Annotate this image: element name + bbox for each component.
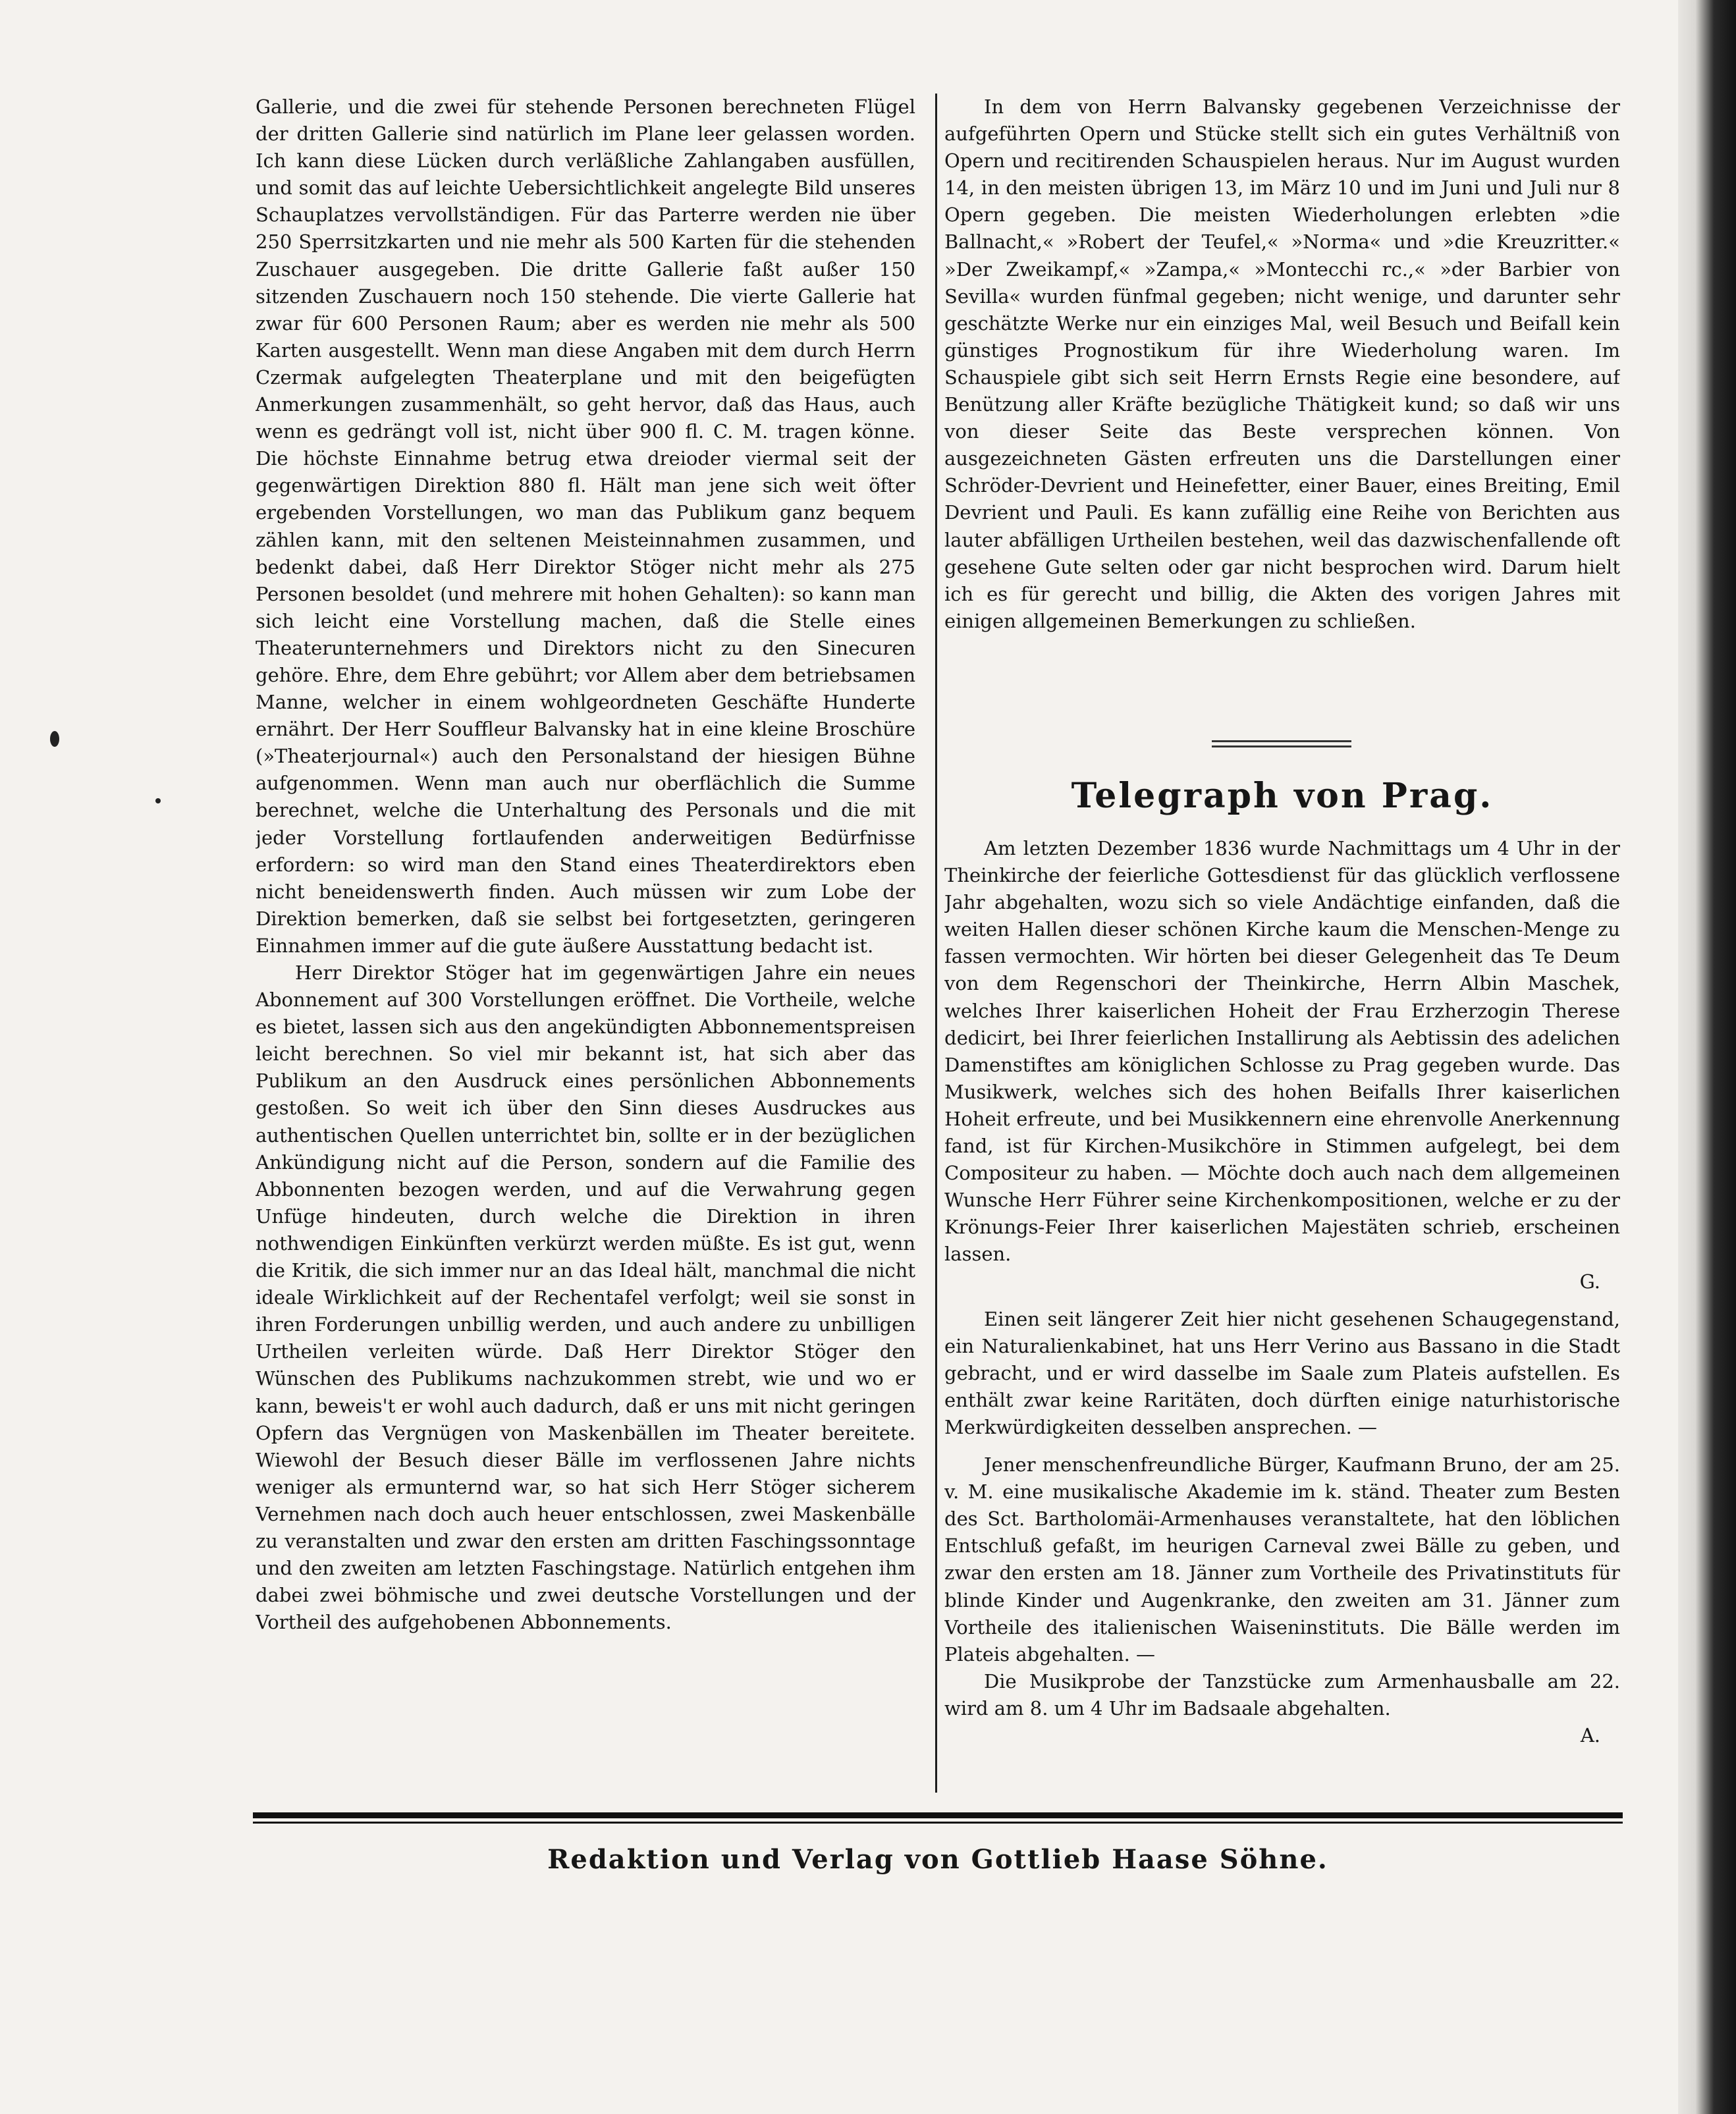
bottom-thick-rule [253,1812,1623,1818]
column-divider [935,94,937,1793]
bottom-thin-rule [253,1822,1623,1824]
telegraph-paragraph-2: Einen seit längerer Zeit hier nicht gesehenen Schaugegenstand, ein Naturalienkabinet, hat uns Herr Verino aus Bassano in die Stadt gebracht, und er wird dasselbe im Saale zum Plateis aufstellen. Es enthält zwar keine Raritäten, doch dürften einige naturhistorische Merkwürdigkeiten desselben ansprechen. — [944,1307,1620,1438]
telegraph-paragraph-3: Jener menschenfreundliche Bürger, Kaufmann Bruno, der am 25. v. M. eine musikalische Akademie im k. ständ. Theater zum Besten des Sct. Bartholomäi-Armenhauses veranstaltete, hat den löblichen Entschluß gefaßt, im heurigen Carneval zwei Bälle zu geben, und zwar den ersten am 18. Jänner zum Vortheile des Privatinstituts für blinde Kinder und Augenkranke, den zweiten am 31. Jänner zum Vortheile des italienischen Waiseninstituts. Die Bälle werden im Plateis abgehalten. — [944,1453,1620,1666]
section-separator [1212,740,1351,742]
telegraph-paragraph-4: Die Musikprobe der Tanzstücke zum Armenhausballe am 22. wird am 8. um 4 Uhr im Badsaale abgehalten. [944,1669,1620,1720]
left-paragraph-2: Herr Direktor Stöger hat im gegenwärtigen Jahre ein neues Abonnement auf 300 Vorstellungen eröffnet. Die Vortheile, welche es bietet, lassen sich aus den angekündigten Abbonnementspreisen leicht berechnen. So viel mir bekannt ist, hat sich aber das Publikum an den Ausdruck eines persönlichen Abbonnements gestoßen. So weit ich über den Sinn dieses Ausdruckes aus authentischen Quellen unterrichtet bin, sollte er in der bezüglichen Ankündigung nicht auf die Person, sondern auf die Familie des Abbonnenten bezogen werden, und auf die Verwahrung gegen Unfüge hindeuten, durch welche die Direktion in ihren nothwendigen Einkünften verkürzt werden müßte. Es ist gut, wenn die Kritik, die sich immer nur an das Ideal hält, manchmal die nicht ideale Wirklichkeit auf der Rechentafel verfolgt; weil sie sonst in ihren Forderungen unbillig werden, und auch andere zu unbilligen Urtheilen verleiten würde. Daß Herr Direktor Stöger den Wünschen des Publikums nachzukommen strebt, wie und wo er kann, beweis't er wohl auch dadurch, daß er uns mit nicht geringen Opfern das Vergnügen von Maskenbällen im Theater bereitete. Wiewohl der Besuch dieser Bälle im verflossenen Jahre nichts weniger als ermunternd war, so hat sich Herr Stöger sicherem Vernehmen nach doch auch heuer entschlossen, zwei Maskenbälle zu veranstalten und zwar den ersten am dritten Faschingssonntage und den zweiten am letzten Faschingstage. Natürlich entgehen ihm dabei zwei böhmische und zwei deutsche Vorstellungen und der Vortheil des aufgehobenen Abbonnements. [256,962,915,1634]
signature-a: A. [1580,1724,1600,1747]
telegraph-paragraph-1: Am letzten Dezember 1836 wurde Nachmittags um 4 Uhr in der Theinkirche der feierliche Gottesdienst für das glücklich verflossene Jahr abgehalten, wozu sich so viele Andächtige einfanden, daß die weiten Hallen dieser schönen Kirche kaum die Menschen-Menge zu fassen vermochten. Wir hörten bei dieser Gelegenheit das Te Deum von dem Regenschori der Theinkirche, Herrn Albin Maschek, welches Ihrer kaiserlichen Hoheit der Frau Erzherzogin Therese dedicirt, bei Ihrer feierlichen Installirung als Aebtissin des adelichen Damenstiftes am königlichen Schlosse zu Prag gegeben wurde. Das Musikwerk, welches sich des hohen Beifalls Ihrer kaiserlichen Hoheit erfreute, und bei Musikkennern eine ehrenvolle Anerkennung fand, ist für Kirchen-Musikchöre in Stimmen aufgelegt, bei dem Compositeur zu haben. — Möchte doch auch nach dem allgemeinen Wunsche Herr Führer seine Kirchenkompositionen, welche er zu der Krönungs-Feier Ihrer kaiserlichen Majestäten schrieb, erscheinen lassen. [944,837,1620,1266]
right-paragraph-1: In dem von Herrn Balvansky gegebenen Verzeichnisse der aufgeführten Opern und Stücke stellt sich ein gutes Verhältniß von Opern und recitirenden Schauspielen heraus. Nur im August wurden 14, in den meisten übrigen 13, im März 10 und im Juni und Juli nur 8 Opern gegeben. Die meisten Wiederholungen erlebten »die Ballnacht,« »Robert der Teufel,« »Norma« und »die Kreuzritter.« »Der Zweikampf,« »Zampa,« »Montecchi rc.,« »der Barbier von Sevilla« wurden fünfmal gegeben; nicht wenige, und darunter sehr geschätzte Werke nur ein einziges Mal, weil Besuch und Beifall kein günstiges Prognostikum für ihre Wiederholung waren. Im Schauspiele gibt sich seit Herrn Ernsts Regie eine besondere, auf Benützung aller Kräfte bezügliche Thätigkeit kund; so daß wir uns von dieser Seite das Beste versprechen können. Von ausgezeichneten Gästen erfreuten uns die Darstellungen einer Schröder-Devrient und Heinefetter, einer Bauer, eines Breiting, Emil Devrient und Pauli. Es kann zufällig eine Reihe von Berichten aus lauter abfälligen Urtheilen bestehen, weil das dazwischenfallende oft gesehene Gute selten oder gar nicht besprochen wird. Darum hielt ich es für gerecht und billig, die Akten des vorigen Jahres mit einigen allgemeinen Bemerkungen zu schließen. [944,95,1620,632]
right-column-top [944,94,1620,719]
ink-spot [50,731,59,747]
signature-g: G. [1579,1270,1600,1293]
left-column [256,94,915,1779]
left-paragraph-1: Gallerie, und die zwei für stehende Personen berechneten Flügel der dritten Gallerie sind natürlich im Plane leer gelassen worden. Ich kann diese Lücken durch verläßliche Zahlangaben ausfüllen, und somit das auf leichte Uebersichtlichkeit angelegte Bild unseres Schauplatzes vervollständigen. Für das Parterre werden nie über 250 Sperrsitzkarten und nie mehr als 500 Karten für die stehenden Zuschauer ausgegeben. Die dritte Gallerie faßt außer 150 sitzenden Zuschauern noch 150 stehende. Die vierte Gallerie hat zwar für 600 Personen Raum; aber es werden nie mehr als 500 Karten ausgestellt. Wenn man diese Angaben mit dem durch Herrn Czermak aufgelegten Theaterplane und mit den beigefügten Anmerkungen zusammenhält, so geht hervor, daß das Haus, auch wenn es gedrängt voll ist, nicht über 900 fl. C. M. tragen könne. Die höchste Einnahme betrug etwa dreioder viermal seit der gegenwärtigen Direktion 880 fl. Hält man jene sich weit öfter ergebenden Vorstellungen, wo man das Publikum ganz bequem zählen kann, mit den seltenen Meisteinnahmen zusammen, und bedenkt dabei, daß Herr Direktor Stöger nicht mehr als 275 Personen besoldet (und mehrere mit hohen Gehalten): so kann man sich leicht eine Vorstellung machen, daß die Stelle eines Theaterunternehmers und Direktors nicht zu den Sinecuren gehöre. Ehre, dem Ehre gebührt; vor Allem aber dem betriebsamen Manne, welcher in einem wohlgeordneten Geschäfte Hunderte ernährt. Der Herr Souffleur Balvansky hat in eine kleine Broschüre (»Theaterjournal«) auch den Personalstand der hiesigen Bühne aufgenommen. Wenn man auch nur oberflächlich die Summe berechnet, welche die Unterhaltung des Personals und die mit jeder Vorstellung fortlaufenden anderweitigen Bedürfnisse erfordern: so wird man den Stand eines Theaterdirektors eben nicht beneidenswerth finden. Auch müssen wir zum Lobe der Direktion bemerken, daß sie selbst bei fortgesetzten, geringeren Einnahmen immer auf die gute äußere Ausstattung bedacht ist. [256,95,915,957]
ink-dot [155,798,161,803]
section-separator-2 [1212,745,1351,747]
right-column-bottom [944,835,1620,1790]
section-title-telegraph: Telegraph von Prag. [1071,776,1494,816]
publisher-imprint: Redaktion und Verlag von Gottlieb Haase Söhne. [547,1844,1328,1875]
scan-page-edge [1678,0,1736,2114]
